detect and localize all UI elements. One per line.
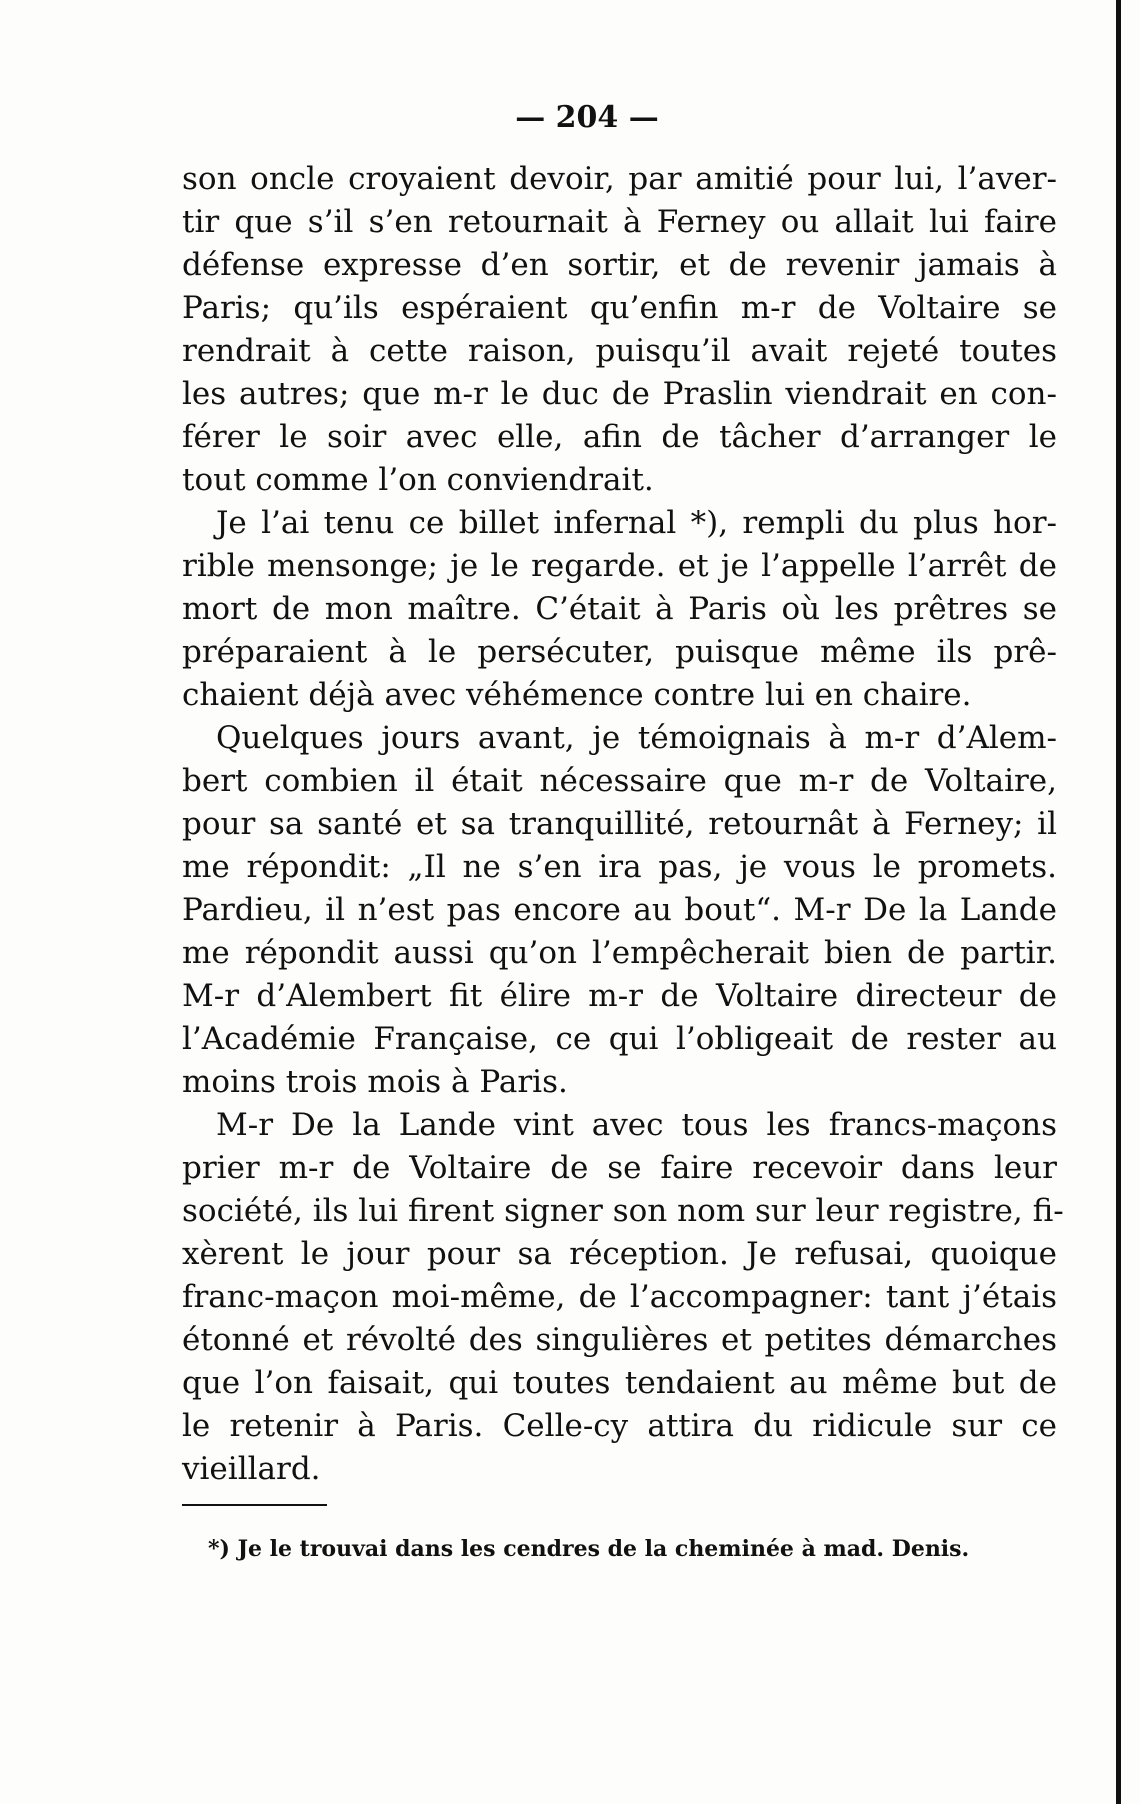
text-line: vieillard. bbox=[182, 1451, 321, 1487]
text-line: préparaient à le persécuter, puisque même ils prê- bbox=[182, 634, 1057, 670]
page-number: — 204 — bbox=[515, 100, 659, 135]
text-line: rible mensonge; je le regarde. et je l’appelle l’arrêt de bbox=[182, 548, 1057, 584]
text-line: son oncle croyaient devoir, par amitié pour lui, l’aver- bbox=[182, 161, 1057, 197]
text-line: étonné et révolté des singulières et petites démarches bbox=[182, 1322, 1057, 1358]
text-line: les autres; que m-r le duc de Praslin viendrait en con- bbox=[182, 376, 1057, 412]
text-line: férer le soir avec elle, afin de tâcher d’arranger le bbox=[182, 419, 1057, 455]
footnote-divider bbox=[182, 1504, 327, 1506]
text-line: bert combien il était nécessaire que m-r de Voltaire, bbox=[182, 763, 1057, 799]
text-line: me répondit: „Il ne s’en ira pas, je vous le promets. bbox=[182, 849, 1057, 885]
body-text bbox=[182, 158, 1064, 1491]
text-line: me répondit aussi qu’on l’empêcherait bien de partir. bbox=[182, 935, 1057, 971]
text-line: défense expresse d’en sortir, et de revenir jamais à bbox=[182, 247, 1057, 283]
text-line: franc-maçon moi-même, de l’accompagner: tant j’étais bbox=[182, 1279, 1057, 1315]
text-line: Je l’ai tenu ce billet infernal *), rempli du plus hor- bbox=[216, 505, 1057, 541]
text-line: chaient déjà avec véhémence contre lui en chaire. bbox=[182, 677, 972, 713]
text-line: l’Académie Française, ce qui l’obligeait de rester au bbox=[182, 1021, 1057, 1057]
text-line: M-r De la Lande vint avec tous les francs-maçons bbox=[216, 1107, 1057, 1143]
text-line: Quelques jours avant, je témoignais à m-r d’Alem- bbox=[216, 720, 1057, 756]
text-line: société, ils lui firent signer son nom sur leur registre, fi- bbox=[182, 1193, 1064, 1229]
text-line: Pardieu, il n’est pas encore au bout“. M-r De la Lande bbox=[182, 892, 1057, 928]
footnote: *) Je le trouvai dans les cendres de la cheminée à mad. Denis. bbox=[208, 1536, 970, 1562]
text-line: tout comme l’on conviendrait. bbox=[182, 462, 654, 498]
text-line: que l’on faisait, qui toutes tendaient au même but de bbox=[182, 1365, 1057, 1401]
text-line: le retenir à Paris. Celle-cy attira du ridicule sur ce bbox=[182, 1408, 1057, 1444]
scan-border bbox=[1116, 0, 1121, 1804]
text-line: Paris; qu’ils espéraient qu’enfin m-r de Voltaire se bbox=[182, 290, 1057, 326]
text-line: prier m-r de Voltaire de se faire recevoir dans leur bbox=[182, 1150, 1057, 1186]
text-line: tir que s’il s’en retournait à Ferney ou allait lui faire bbox=[182, 204, 1057, 240]
text-line: rendrait à cette raison, puisqu’il avait rejeté toutes bbox=[182, 333, 1057, 369]
text-line: mort de mon maître. C’était à Paris où les prêtres se bbox=[182, 591, 1057, 627]
text-line: moins trois mois à Paris. bbox=[182, 1064, 568, 1100]
text-line: xèrent le jour pour sa réception. Je refusai, quoique bbox=[182, 1236, 1057, 1272]
text-line: pour sa santé et sa tranquillité, retournât à Ferney; il bbox=[182, 806, 1057, 842]
text-line: M-r d’Alembert fit élire m-r de Voltaire directeur de bbox=[182, 978, 1057, 1014]
